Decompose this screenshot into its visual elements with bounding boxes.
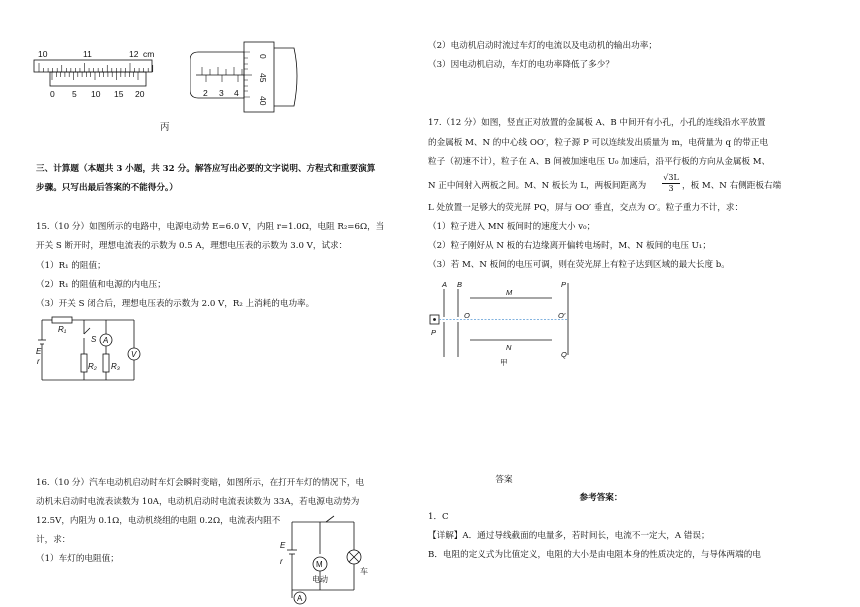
figure-caption-bing: 丙 [160, 122, 170, 133]
q17-item3: （3）若 M、N 板间的电压可调，则在荧光屏上有粒子达到区域的最大长度 b。 [428, 260, 730, 270]
answer-1-explanation-a: 【详解】A．通过导线截面的电量多，若时间长，电流不一定大，A 错误； [428, 531, 710, 541]
caliper-unit-label: cm [143, 49, 155, 59]
q16-label-r: r [280, 557, 283, 566]
micrometer-thimble-label: 45 [258, 73, 268, 83]
q17-text-line3: 粒子（初速不计），粒子在 A、B 间被加速电压 U₀ 加速后，沿平行板的方向从金属板 M、 [428, 157, 771, 167]
answers-title: 答案 [495, 475, 513, 485]
q17-label-m: M [506, 288, 513, 297]
caliper-main-tick-label: 11 [83, 49, 92, 59]
micrometer-sleeve-label: 3 [219, 88, 224, 98]
q16-label-motor: 电动 [312, 575, 328, 584]
q17-label-b: B [457, 280, 463, 289]
q15-text-line2: 开关 S 断开时，理想电流表的示数为 0.5 A，理想电压表的示数为 3.0 V，试求： [36, 241, 348, 251]
micrometer-thimble-label: 40 [258, 96, 268, 106]
q15-label-voltmeter: V [131, 350, 137, 359]
q17-label-a: A [442, 280, 448, 289]
q15-label-r: r [37, 357, 40, 366]
vernier-tick-label: 15 [114, 89, 124, 99]
q17-text-line4a: N 正中间射入两板之间。M、N 板长为 L，两板间距离为 [428, 181, 647, 191]
micrometer-thimble-label: 0 [258, 54, 268, 59]
vernier-tick-label: 10 [91, 89, 101, 99]
q16-text-line3: 12.5V，内阻为 0.1Ω，电动机绕组的电阻 0.2Ω，电流表内阻不 [36, 516, 281, 526]
q17-fraction-numerator: √3L [663, 173, 679, 182]
reference-answers-title: 参考答案： [579, 493, 623, 503]
q17-item1: （1）粒子进入 MN 板间时的速度大小 v₀； [428, 222, 596, 232]
q17-label-screen-p: P [561, 280, 567, 289]
q17-text-line4b: ，板 M、N 右侧距板右端 [682, 181, 782, 191]
caliper-main-tick-label: 10 [38, 49, 48, 59]
q16-item2: （2）电动机启动时流过车灯的电流以及电动机的输出功率； [428, 41, 657, 51]
caliper-main-tick-label: 12 [129, 49, 139, 59]
q17-fraction [662, 173, 680, 194]
q16-text-line2: 动机未启动时电流表读数为 10A，电动机启动时电流表读数为 33A，若电源电动势为 [36, 497, 360, 507]
q16-label-lamp: 车 [360, 567, 368, 576]
q15-item1: （1）R₁ 的阻值； [36, 261, 106, 271]
q16-item1: （1）车灯的电阻值； [36, 554, 119, 564]
q16-text-line1: 16.（10 分）汽车电动机启动时车灯会瞬时变暗，如图所示，在打开车灯的情况下，电 [36, 478, 365, 488]
section3-header-line2: 步骤。只写出最后答案的不能得分。） [36, 183, 178, 193]
q15-item3: （3）开关 S 闭合后，理想电压表的示数为 2.0 V，R₂ 上消耗的电功率。 [36, 299, 315, 309]
vernier-tick-label: 0 [50, 89, 55, 99]
q16-label-e: E [280, 541, 286, 550]
q16-label-ammeter: A [297, 594, 303, 603]
q17-label-o: O [464, 311, 470, 320]
vernier-tick-label: 20 [135, 89, 145, 99]
q15-label-r3: R₃ [111, 362, 120, 371]
q17-text-line5: L 处放置一足够大的荧光屏 PQ，屏与 OO′ 垂直，交点为 O′。粒子重力不计，求： [428, 203, 744, 213]
q15-item2: （2）R₁ 的阻值和电源的内电压； [36, 280, 166, 290]
vernier-tick-label: 5 [72, 89, 77, 99]
micrometer-sleeve-label: 2 [203, 88, 208, 98]
q15-text-line1: 15.（10 分）如图所示的电路中，电源电动势 E=6.0 V，内阻 r=1.0Ω，电阻 R₂=6Ω，当 [36, 222, 385, 232]
q17-fraction-denominator: 3 [668, 184, 674, 193]
q17-label-n: N [506, 343, 512, 352]
q15-label-ammeter: A [103, 336, 109, 345]
section3-header: 三、计算题（本题共 3 小题，共 32 分。解答应写出必要的文字说明、方程式和重要演算 [36, 164, 376, 174]
q17-figure-caption: 甲 [500, 358, 508, 367]
q17-text-line2: 的金属板 M、N 的中心线 OO′，粒子源 P 可以连续发出质量为 m，电荷量为 q 的带正电 [428, 138, 769, 148]
q17-label-q: Q [561, 350, 567, 359]
answer-1-number: 1．C [428, 512, 449, 522]
q16-label-motor-m: M [316, 560, 323, 569]
q17-label-o-prime: O′ [558, 311, 566, 320]
micrometer-figure [190, 38, 310, 116]
micrometer-sleeve-label: 4 [234, 88, 239, 98]
q17-text-line1: 17.（12 分）如图，竖直正对放置的金属板 A、B 中间开有小孔，小孔的连线沿水平放置 [428, 118, 766, 128]
q15-label-s: S [91, 335, 97, 344]
q15-label-r1: R₁ [58, 325, 67, 334]
q16-text-line4: 计，求： [36, 535, 71, 545]
vernier-caliper-figure [32, 48, 162, 108]
q15-label-e: E [36, 347, 42, 356]
q17-deflection-figure [428, 279, 578, 371]
q17-label-source-p: P [431, 328, 437, 337]
q16-circuit-diagram [276, 514, 376, 606]
answer-1-explanation-b: B．电阻的定义式为比值定义，电阻的大小是由电阻本身的性质决定的，与导体两端的电 [428, 550, 761, 560]
q17-item2: （2）粒子刚好从 N 板的右边缘离开偏转电场时，M、N 板间的电压 U₁； [428, 241, 711, 251]
q15-circuit-diagram [36, 314, 156, 386]
q15-label-r2: R₂ [88, 362, 97, 371]
q16-item3: （3）因电动机启动，车灯的电功率降低了多少？ [428, 60, 614, 70]
